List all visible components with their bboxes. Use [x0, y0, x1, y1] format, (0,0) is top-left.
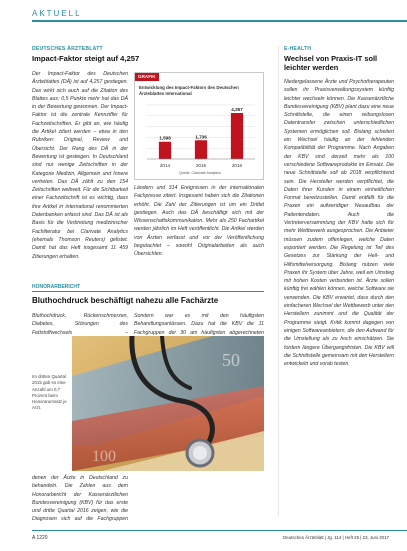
second-article-col1-bottom: denen der Ärzte in Deutschland zu behandeln. Die Zahlen aus dem Honorarbericht der Kassenärztlichen Bundesvereinigung (KBV) für das erste und dritte Quartal 2016 zeigen, wie die Diagnosen sich auf die Fachgruppen — [32, 475, 128, 523]
photo-caption: Im dritten Quartal 2015 gab es eine Anzahl um 0,7 Prozent beim Honorarumsatz je Arzt. — [32, 374, 67, 411]
chart-title: Entwicklung des Impact-Faktors des Deutschen Ärzteblattes International — [139, 85, 239, 96]
chart-category-label: 2014 — [159, 163, 171, 168]
section-tag: AKTUELL — [32, 9, 82, 18]
right-article-headline: Wechsel von Praxis-IT soll leichter werden — [284, 54, 378, 72]
left-article-col1: Der Impact-Faktor des Deutschen Ärzteblattes (DÄ) ist auf 4,257 gestiegen. Das wirkt sich auch auf die Zitation des Blattes aus: 0,5 Punkte mehr hat das DÄ in der Bewertung gewonnen. Der Impact-Faktor ist die zentrale Kennziffer für Fachzeitschriften. Er gibt an, wie häufig die Artikel zitiert werden – etwa in den Rubriken: Original, Review und Übersicht. Der Rang des DÄ in der Bewertung ist gestiegen. In Deutschland sind nur wenige Zeitschriften in der Kategorie Medizin, Allgemein und Innere vertreten. Das DÄ zählt zu den 154 Zeitschriften weltweit. Für die Sichtbarkeit einer Fachzeitschrift ist es wichtig, dass ihre Artikel in international renommierten Datenbanken erfasst sind. Das DÄ ist als Basis für die Verbreitung medizinischer Fachliteratur bei Clarivate Analytics (ehemals Thomson Reuters) gelistet. Damit hat das Heft insgesamt 11 459 Zitierungen erhalten. — [32, 71, 128, 260]
right-article-kicker: E-HEALTH — [284, 46, 312, 52]
column-divider — [278, 46, 279, 516]
stethoscope-money-photo — [72, 336, 264, 471]
impact-factor-chart — [134, 72, 264, 180]
bar-chart — [135, 99, 265, 169]
left-article-headline: Impact-Faktor steigt auf 4,257 — [32, 54, 140, 63]
right-article-body: Niedergelassene Ärzte und Psychotherapeuten sollen ihr Praxisverwaltungssystem künftig leichter wechseln können. Die Kassenärztliche Bundesvereinigung (KBV) plant dazu eine neue Schnittstelle, die einen reibungslosen Datentransfer zwischen unterschiedlichen Systemen ermöglichen soll. Bislang scheitert ein Wechsel häufig an der fehlenden Kompatibilität der Programme. Nach Angaben der KBV sind derzeit mehr als 100 verschiedene Softwareprodukte im Einsatz. Die neue Schnittstelle soll ab 2018 verpflichtend sein. Die Hersteller werden verpflichtet, die Daten ihrer Kunden in einem einheitlichen Format bereitzustellen. Damit entfällt für die Praxen ein aufwendiger Neuaufbau der Patientendaten. Auch die Vertreterversammlung der KBV hatte sich für mehr Wettbewerb ausgesprochen. Die Anbieter müssen zudem offenlegen, welche Daten exportiert werden. Die Regelung ist Teil des Gesetzes zur Stärkung der Heil- und Hilfsmittelversorgung. Bislang nutzen viele Praxen ihr System über Jahre, weil ein Umstieg mit hohen Kosten verbunden ist. Ärzte sollen künftig frei wählen können, welche Software sie verwenden. Die KBV erwartet, dass durch den einfacheren Wechsel der Wettbewerb unter den Herstellern zunimmt und die Qualität der Programme steigt. Kritik kommt dagegen von einigen Softwareanbietern, die den Aufwand für die Umstellung als zu hoch einschätzen. Sie fordern längere Übergangsfristen. Die KBV will die Schnittstelle gemeinsam mit den Herstellern entwickeln und vorab testen. — [284, 79, 394, 368]
left-article-col2: Ländern und 314 Ereignissen in der internationalen Fachpresse zitiert. Insgesamt haben sich die Zitationen erhöht. Die Zahl der Zitierungen ist um ein Drittel gestiegen. Auch das DÄ beschäftigt sich mit der Wissenschaftskommunikation. Mehr als 250 Fachartikel werden jährlich im Heft veröffentlicht. Die Artikel werden von Ärzten verfasst und vor der Veröffentlichung begutachtet – sowohl Originalarbeiten als auch Übersichten. — [134, 185, 264, 258]
chart-category-label: 2015 — [195, 163, 207, 168]
svg-text:100: 100 — [92, 448, 116, 465]
chart-value-label: 1,598 — [159, 135, 171, 141]
section-rule — [32, 20, 407, 22]
second-article-col1-top: Bluthochdruck, Rückenschmerzen, Diabetes, Störungen des Fettstoffwechsels – — [32, 313, 128, 336]
second-article-col2-lead: Sondern war es mit den häufigsten Behandlungsanlässen. Dazu hat die KBV die 11 Fachgruppen der 30 am häufigsten abgerechneten — [134, 313, 264, 336]
second-article-kicker: HONORARBERICHT — [32, 284, 81, 290]
chart-bar — [231, 113, 243, 159]
photo-illustration — [72, 336, 264, 471]
journal-issue: Deutsches Ärzteblatt | Jg. 114 | Heft 25 | 23. Juni 2017 — [283, 535, 389, 540]
chart-value-label: 4,257 — [231, 107, 243, 113]
page-number: A 1220 — [32, 535, 48, 541]
chart-value-label: 1,736 — [195, 134, 207, 140]
chart-source: Quelle: Clarivate Analytics — [179, 171, 221, 175]
section-header — [0, 0, 407, 26]
left-article-kicker: DEUTSCHES ÄRZTEBLATT — [32, 46, 103, 52]
svg-text:50: 50 — [222, 350, 240, 370]
second-article-headline: Bluthochdruck beschäftigt nahezu alle Fachärzte — [32, 296, 219, 305]
chart-tag: GRAFIK — [135, 73, 159, 81]
footer-rule — [32, 530, 407, 531]
chart-category-label: 2016 — [231, 163, 243, 168]
chart-bar — [159, 142, 171, 159]
chart-bar — [195, 140, 207, 159]
second-article-rule — [32, 291, 264, 292]
